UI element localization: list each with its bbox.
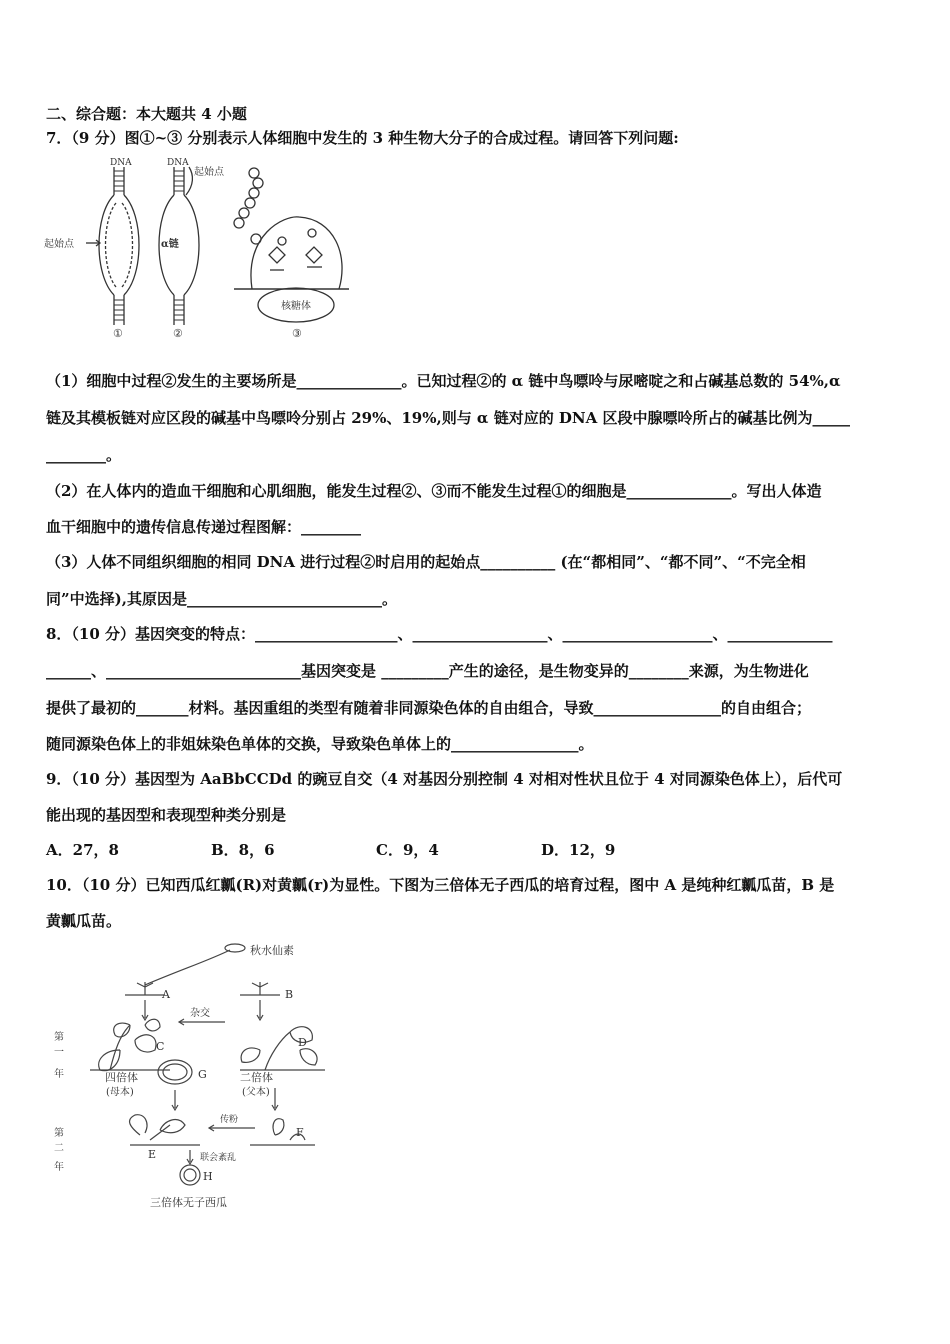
label-d: D bbox=[298, 1036, 307, 1049]
q8-line2: ______、__________________________基因突变是 _________产生的途径，是生物变异的________来源，为生物进化 bbox=[46, 662, 809, 680]
dna-label-1: DNA bbox=[110, 158, 132, 168]
mother-label: (母本) bbox=[106, 1087, 134, 1098]
father-label: (父本) bbox=[242, 1087, 270, 1098]
section-title: 二、综合题：本大题共 4 小题 bbox=[46, 105, 247, 123]
q10-figure bbox=[50, 940, 340, 1215]
start-label-left: 起始点 bbox=[44, 239, 74, 250]
q9-option-d: D．12，9 bbox=[541, 841, 616, 859]
start-label-top: 起始点 bbox=[194, 167, 224, 178]
q7-figure bbox=[44, 155, 354, 340]
fig-num-3: ③ bbox=[292, 327, 302, 340]
q7-p1-line3: ________。 bbox=[46, 446, 122, 464]
synapsis-label: 联会紊乱 bbox=[200, 1153, 237, 1163]
q7-p1-line1: （1）细胞中过程②发生的主要场所是______________。已知过程②的 α 链中鸟嘌呤与尿嘧啶之和占碱基总数的 54%,α bbox=[46, 372, 841, 390]
q7-p1-line2: 链及其模板链对应区段的碱基中鸟嘌呤分别占 29%、19%,则与 α 链对应的 DNA 区段中腺嘌呤所占的碱基比例为_____ bbox=[46, 409, 850, 427]
q9-option-b: B．8，6 bbox=[211, 841, 275, 859]
triploid-label: 三倍体无子西瓜 bbox=[150, 1196, 227, 1209]
q7-p3-line2: 同”中选择),其原因是__________________________。 bbox=[46, 590, 397, 608]
diploid-label: 二倍体 bbox=[240, 1071, 273, 1084]
year1-char1: 第 bbox=[54, 1032, 64, 1043]
q9-line2: 能出现的基因型和表现型种类分别是 bbox=[46, 806, 287, 824]
q9-option-a: A．27，8 bbox=[46, 841, 119, 859]
label-b: B bbox=[285, 988, 294, 1001]
label-a: A bbox=[162, 988, 170, 1001]
fig-num-1: ① bbox=[113, 327, 123, 340]
q9-options bbox=[46, 839, 908, 861]
label-h: H bbox=[203, 1170, 213, 1183]
year2-char3: 年 bbox=[54, 1162, 64, 1173]
q7-p2-line1: （2）在人体内的造血干细胞和心肌细胞，能发生过程②、③而不能发生过程①的细胞是______________。写出人体造 bbox=[46, 482, 822, 500]
q9-line1: 9．（10 分）基因型为 AaBbCCDd 的豌豆自交（4 对基因分别控制 4 对相对性状且位于 4 对同源染色体上），后代可 bbox=[46, 770, 843, 788]
label-f: F bbox=[296, 1126, 304, 1139]
year2-char2: 二 bbox=[54, 1143, 64, 1154]
q7-p2-line2: 血干细胞中的遗传信息传递过程图解：________ bbox=[46, 518, 362, 536]
ribosome-label: 核糖体 bbox=[281, 301, 311, 312]
pollination-label: 传粉 bbox=[220, 1115, 239, 1125]
year1-char3: 年 bbox=[54, 1069, 64, 1080]
q8-line4: 随同源染色体上的非姐妹染色单体的交换，导致染色单体上的_________________。 bbox=[46, 735, 594, 753]
year2-char1: 第 bbox=[54, 1128, 64, 1139]
label-e: E bbox=[148, 1148, 157, 1161]
alpha-chain-label: α链 bbox=[161, 239, 179, 250]
q9-option-c: C．9，4 bbox=[376, 841, 439, 859]
tetraploid-label: 四倍体 bbox=[105, 1071, 138, 1084]
q10-line2: 黄瓤瓜苗。 bbox=[46, 912, 122, 930]
year1-char2: 一 bbox=[54, 1047, 64, 1058]
dna-label-2: DNA bbox=[167, 158, 189, 168]
q8-line3: 提供了最初的_______材料。基因重组的类型有随着非同源染色体的自由组合，导致_________________的自由组合； bbox=[46, 699, 812, 717]
label-c: C bbox=[156, 1040, 165, 1053]
q10-line1: 10．（10 分）已知西瓜红瓤(R)对黄瓤(r)为显性。下图为三倍体无子西瓜的培育过程，图中 A 是纯种红瓤瓜苗，B 是 bbox=[46, 876, 835, 894]
label-g: G bbox=[198, 1068, 207, 1081]
q7-stem: 7．（9 分）图①~③ 分别表示人体细胞中发生的 3 种生物大分子的合成过程。请回答下列问题: bbox=[46, 129, 679, 147]
cross-label: 杂交 bbox=[190, 1008, 210, 1019]
q8-line1: 8．（10 分）基因突变的特点：___________________、__________________、____________________、______________ bbox=[46, 625, 833, 643]
fig-num-2: ② bbox=[173, 327, 183, 340]
q7-p3-line1: （3）人体不同组织细胞的相同 DNA 进行过程②时启用的起始点__________ (在“都相同”、“都不同”、“不完全相 bbox=[46, 553, 806, 571]
colchicine-label: 秋水仙素 bbox=[250, 944, 294, 957]
